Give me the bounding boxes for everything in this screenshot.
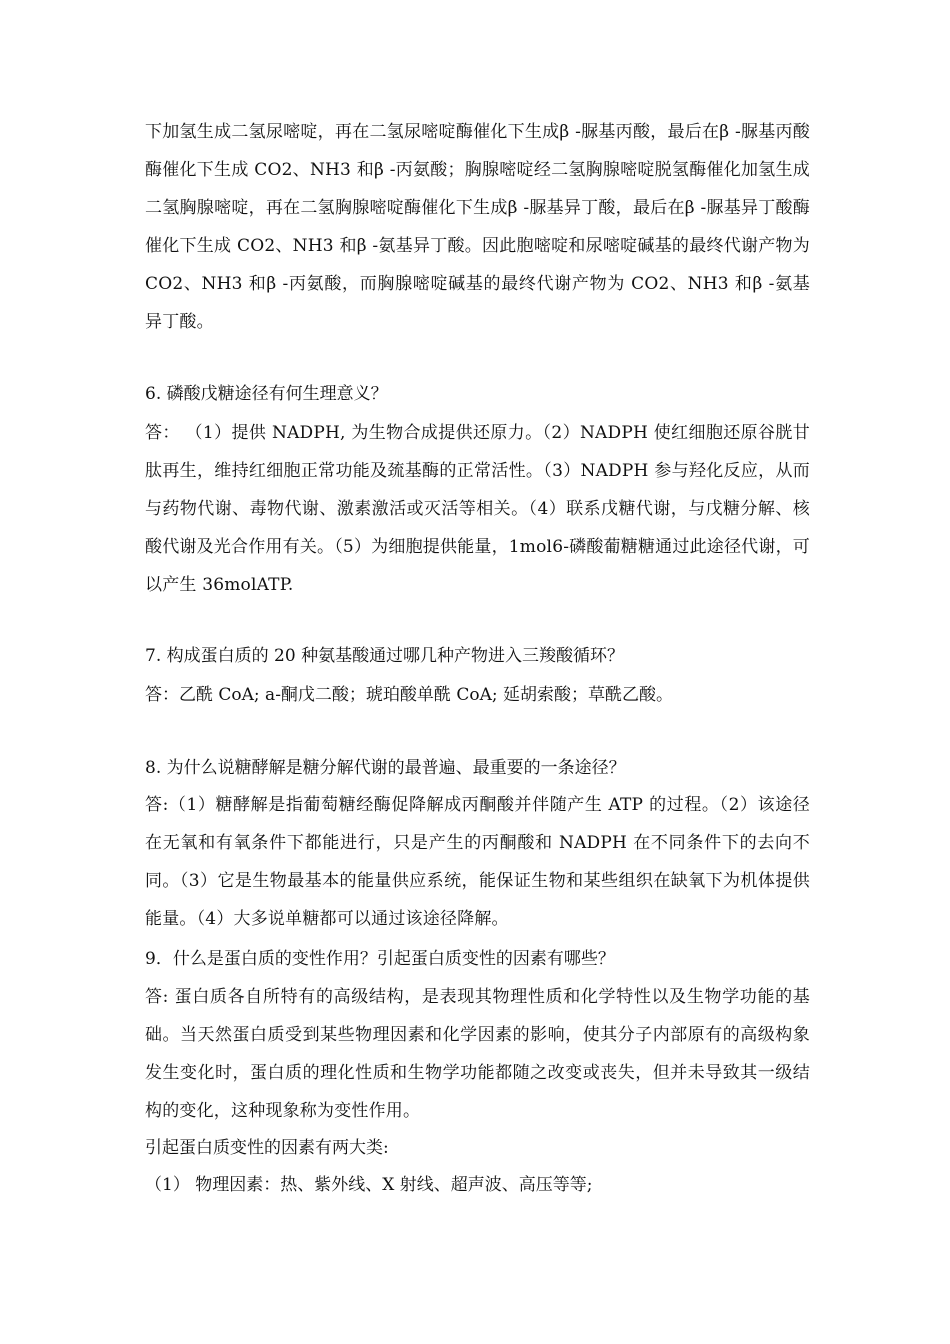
question-9-answer-text: 答: 蛋白质各自所特有的高级结构，是表现其物理性质和化学特性以及生物学功能的基础。当天然蛋白质受到某些物理因素和化学因素的影响，使其分子内部原有的高级构象发生变化时，蛋白质的理化性质和生物学功能都随之改变或丧失，但并未导致其一级结构的变化，这种现象称为变性作用。 bbox=[145, 987, 810, 1121]
question-8-answer-text: 答:（1）糖酵解是指葡萄糖经酶促降解成丙酮酸并伴随产生 ATP 的过程。（2）该途径在无氧和有氧条件下都能进行，只是产生的丙酮酸和 NADPH 在不同条件下的去向不同。（3）它是生物最基本的能量供应系统，能保证生物和某些组织在缺氧下为机体提供能量。（4）大多说单糖都可以通过该途径降解。 bbox=[145, 795, 810, 929]
question-9-answer bbox=[145, 978, 810, 1130]
question-9-factor-1: （1） 物理因素：热、紫外线、X 射线、超声波、高压等等; bbox=[145, 1175, 593, 1195]
continuation-text: 下加氢生成二氢尿嘧啶，再在二氢尿嘧啶酶催化下生成β -脲基丙酸，最后在β -脲基丙酸酶催化下生成 CO2、NH3 和β -丙氨酸；胸腺嘧啶经二氢胸腺嘧啶脱氢酶催化加氢生成二氢胸腺嘧啶，再在二氢胸腺嘧啶酶催化下生成β -脲基异丁酸，最后在β -脲基异丁酸酶催化下生成 CO2、NH3 和β -氨基异丁酸。因此胞嘧啶和尿嘧啶碱基的最终代谢产物为 CO2、NH3 和β -丙氨酸，而胸腺嘧啶碱基的最终代谢产物为 CO2、NH3 和β -氨基异丁酸。 bbox=[145, 122, 810, 332]
question-9-factors-intro: 引起蛋白质变性的因素有两大类: bbox=[145, 1138, 389, 1158]
question-6-answer-text: 答： （1）提供 NADPH, 为生物合成提供还原力。（2）NADPH 使红细胞还原谷胱甘肽再生，维持红细胞正常功能及巯基酶的正常活性。（3）NADPH 参与羟化反应，从而与药物代谢、毒物代谢、激素激活或灭活等相关。（4）联系戊糖代谢，与戊糖分解、核酸代谢及光合作用有关。（5）为细胞提供能量，1mol6-磷酸葡糖糖通过此途径代谢，可以产生 36molATP. bbox=[145, 423, 810, 595]
question-6-title: 6. 磷酸戊糖途径有何生理意义？ bbox=[145, 384, 388, 404]
question-7-title: 7. 构成蛋白质的 20 种氨基酸通过哪几种产物进入三羧酸循环？ bbox=[145, 646, 625, 666]
question-8-title: 8. 为什么说糖酵解是糖分解代谢的最普遍、最重要的一条途径？ bbox=[145, 758, 626, 778]
question-8-answer bbox=[145, 786, 810, 938]
question-9-title: 9．什么是蛋白质的变性作用？引起蛋白质变性的因素有哪些？ bbox=[145, 949, 615, 969]
continuation-paragraph bbox=[145, 113, 810, 341]
question-6-answer bbox=[145, 414, 810, 604]
question-7-answer: 答：乙酰 CoA; a-酮戊二酸；琥珀酸单酰 CoA; 延胡索酸；草酰乙酸。 bbox=[145, 685, 673, 705]
